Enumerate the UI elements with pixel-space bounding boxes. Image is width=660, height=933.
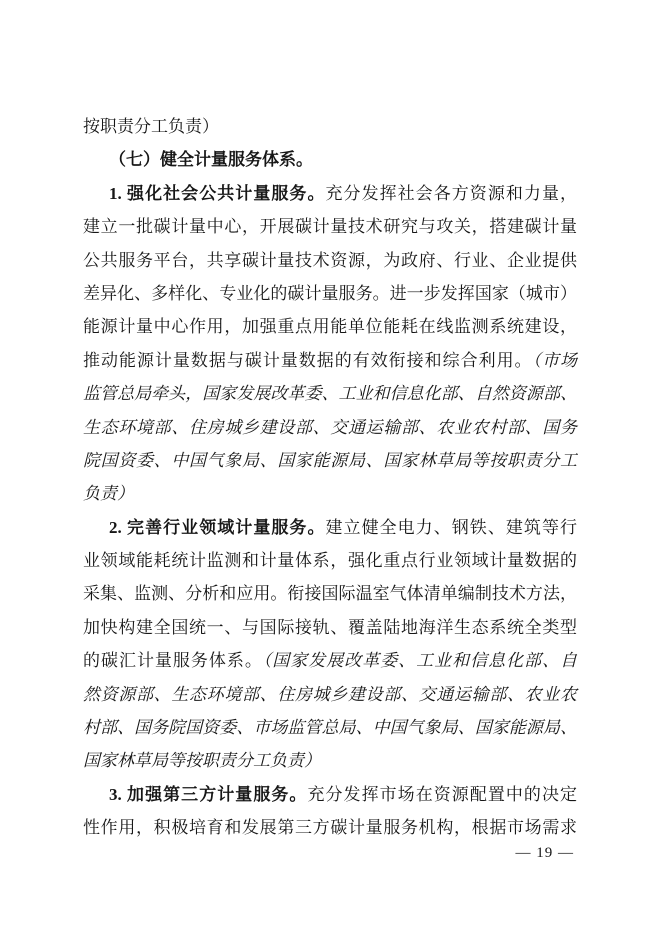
text-segment: 加快构建全国统一、与国际接轨、覆盖陆地海洋生态系统全类型: [83, 617, 577, 637]
text-segment: 充分发挥市场在资源配置中的决定: [307, 784, 578, 804]
text-line: [83, 544, 577, 577]
text-line: [83, 277, 577, 310]
text-segment: 性作用，积极培育和发展第三方碳计量服务机构，根据市场需求: [83, 818, 577, 838]
text-segment: 负责）: [83, 484, 134, 504]
text-segment: 村部、国务院国资委、市场监管总局、中国气象局、国家能源局、: [83, 718, 577, 738]
text-segment: 充分发挥社会各方资源和力量，: [325, 183, 578, 203]
heading-segment: （七）健全计量服务体系。: [109, 150, 313, 170]
text-segment: 然资源部、生态环境部、住房城乡建设部、交通运输部、农业农: [83, 684, 577, 704]
text-line: [83, 778, 577, 811]
text-segment: 生态环境部、住房城乡建设部、交通运输部、农业农村部、国务: [83, 417, 577, 437]
text-line: [83, 310, 577, 343]
text-line: [83, 143, 577, 176]
text-line: [83, 411, 577, 444]
text-segment: 建立一批碳计量中心，开展碳计量技术研究与攻关，搭建碳计量: [83, 217, 577, 237]
text-segment: 国家林草局等按职责分工负责）: [83, 751, 321, 771]
text-segment: （市场: [532, 350, 578, 370]
text-segment: 院国资委、中国气象局、国家能源局、国家林草局等按职责分工: [83, 450, 577, 470]
text-line: [83, 177, 577, 210]
document-body: [83, 110, 577, 845]
text-segment: 公共服务平台，共享碳计量技术资源，为政府、行业、企业提供: [83, 250, 577, 270]
text-line: [83, 477, 577, 510]
text-segment: 按职责分工负责）: [83, 117, 219, 136]
text-line: [83, 644, 577, 677]
heading-segment: 3. 加强第三方计量服务。: [109, 784, 308, 804]
text-line: [83, 678, 577, 711]
page-number: — 19 —: [515, 845, 574, 861]
text-line: [83, 110, 577, 143]
text-segment: 能源计量中心作用，加强重点用能单位能耗在线监测系统建设，: [83, 317, 577, 337]
text-line: [83, 344, 577, 377]
text-segment: 建立健全电力、钢铁、建筑等行: [325, 517, 578, 537]
text-segment: （国家发展改革委、工业和信息化部、自: [262, 651, 578, 671]
text-segment: 推动能源计量数据与碳计量数据的有效衔接和综合利用。: [83, 350, 533, 370]
heading-segment: 1. 强化社会公共计量服务。: [109, 183, 326, 203]
text-line: [83, 377, 577, 410]
text-line: [83, 244, 577, 277]
text-line: [83, 577, 577, 610]
text-segment: 业领域能耗统计监测和计量体系，强化重点行业领域计量数据的: [83, 551, 577, 571]
text-line: [83, 611, 577, 644]
text-line: [83, 511, 577, 544]
heading-segment: 2. 完善行业领域计量服务。: [109, 517, 326, 537]
text-line: [83, 210, 577, 243]
text-segment: 采集、监测、分析和应用。衔接国际温室气体清单编制技术方法，: [83, 584, 577, 604]
text-segment: 监管总局牵头，国家发展改革委、工业和信息化部、自然资源部、: [83, 384, 577, 404]
text-segment: 的碳汇计量服务体系。: [83, 651, 263, 671]
text-segment: 差异化、多样化、专业化的碳计量服务。进一步发挥国家（城市）: [83, 283, 577, 303]
text-line: [83, 711, 577, 744]
text-line: [83, 444, 577, 477]
text-line: [83, 811, 577, 844]
text-line: [83, 744, 577, 777]
